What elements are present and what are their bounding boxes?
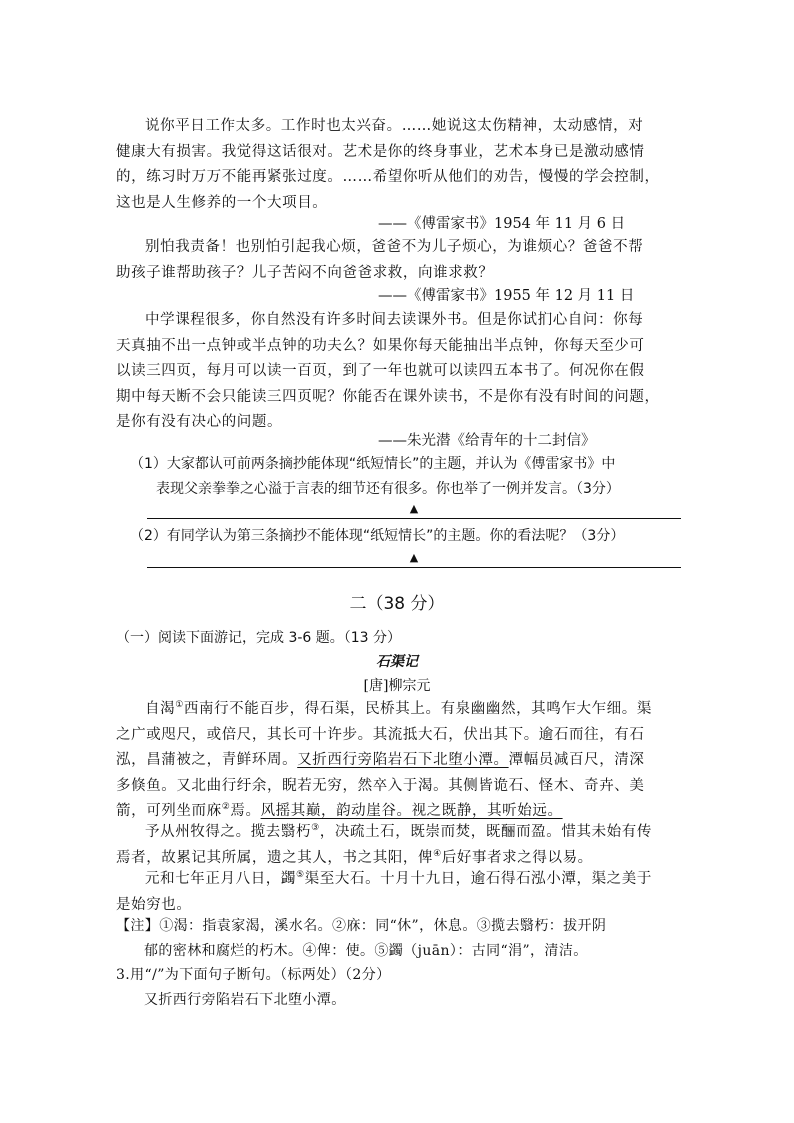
underlined-sentence: 风摇其巅，韵动崖谷。视之既静，其听始远。 [260, 803, 563, 819]
quote-line: 中学课程很多，你自然没有许多时间去读课外书。但是你试扪心自问：你每 [145, 312, 644, 328]
quote-line: 说你平日工作太多。工作时也太兴奋。……她说这太伤精神，太动感情，对 [145, 118, 644, 134]
note-marker: ③ [311, 823, 320, 834]
quote-line: 助孩子谁帮助孩子？儿子苦闷不向爸爸求救，向谁求救？ [116, 264, 494, 281]
quote-fu-lei-1954 [116, 114, 682, 216]
essay-text: 是始穷也。 [116, 896, 192, 913]
question-3-prompt: 3.用“/”为下面句子断句。（标两处）（2分） [116, 967, 391, 983]
annotation-notes [116, 914, 686, 964]
question-2 [130, 524, 690, 549]
quote-line: 的，练习时万万不能再紧张过度。……希望你听从他们的劝告，慢慢的学会控制， [116, 169, 660, 185]
quote3-signature: ——朱光潜《给青年的十二封信》 [378, 433, 596, 449]
quote2-signature: ——《傅雷家书》1955 年 12 月 11 日 [378, 288, 635, 304]
question-3-sentence: 又折西行旁陷岩石下北堕小潭。 [144, 992, 346, 1008]
underlined-sentence: 又折西行旁陷岩石下北堕小潭。 [297, 752, 509, 768]
quote-zhu-guangqian [116, 308, 682, 436]
essay-text: 渠至大石。十月十九日，逾石得石泓小潭，渠之美于 [304, 871, 652, 887]
essay-paragraph-3 [116, 867, 682, 918]
essay-line [116, 748, 682, 774]
quote-fu-lei-1955 [116, 235, 682, 286]
section-subtitle: （一）阅读下面游记，完成 3-6 题。（13 分） [116, 630, 402, 646]
section-title: 二（38 分） [349, 594, 445, 614]
essay-text: 潭幅员减百尺，清深 [508, 752, 645, 768]
note-marker: ⑤ [296, 870, 305, 881]
note-marker: ④ [433, 848, 442, 859]
notes-line2: 郁的密林和腐烂的朽木。④俾：使。⑤蠲（juān）：古同“涓”，清洁。 [144, 943, 588, 959]
quote-line: 以读三四页，每月可以读一百页，到了一年也就可以读四五本书了。何况你在假 [116, 363, 645, 379]
essay-text: ，决疏土石，既崇而焚，既酾而盈。惜其未始有传 [319, 824, 652, 840]
essay-text: 后好事者求之得以易。 [441, 849, 593, 866]
essay-text: 西南行不能百步，得石渠，民桥其上。有泉幽幽然，其鸣乍大乍细。渠 [183, 701, 652, 717]
answer-line-2[interactable] [147, 551, 681, 568]
question-2-line1: （2）有同学认为第三条摘抄不能体现“纸短情长”的主题。你的看法呢？（3分） [130, 528, 625, 544]
essay-text: 泓，昌蒲被之，青鲜环周。 [116, 752, 298, 768]
question-1-line2: 表现父亲拳拳之心溢于言表的细节还有很多。你也举了一例并发言。（3分） [156, 481, 620, 497]
answer-line-1[interactable] [147, 502, 681, 519]
quote1-signature: ——《傅雷家书》1954 年 11 月 6 日 [378, 216, 626, 232]
essay-text: 予从州牧得之。揽去翳朽 [145, 824, 312, 840]
note-marker: ② [221, 802, 231, 813]
essay-text: 元和七年正月八日，蠲 [145, 871, 296, 887]
quote-line: 天真抽不出一点钟或半点钟的功夫么？如果你每天能抽出半点钟，你每天至少可 [116, 337, 645, 354]
essay-paragraph-1 [116, 697, 682, 825]
essay-text: 焉。 [230, 803, 261, 819]
question-3 [116, 963, 686, 1013]
quote-line: 健康大有损害。我觉得这话很对。艺术是你的终身事业，艺术本身已是激动感情 [116, 143, 645, 160]
essay-paragraph-2 [116, 820, 682, 871]
essay-title: 石渠记 [376, 654, 418, 670]
quote-line: 期中每天断不会只能读三四页呢？你能否在课外读书，不是你有没有时间的问题， [116, 388, 660, 405]
essay-text: 多倏鱼。又北曲行纡余，睨若无穷，然卒入于渴。其侧皆诡石、怪木、奇卉、美 [116, 777, 645, 794]
essay-text: 自渴 [145, 701, 176, 717]
question-1-line1: （1）大家都认可前两条摘抄能体现“纸短情长”的主题，并认为《傅雷家书》中 [130, 456, 616, 472]
essay-author: [唐]柳宗元 [363, 678, 431, 694]
essay-text: 箭，可列坐而庥 [116, 803, 222, 819]
quote-line: 是你有没有决心的问题。 [116, 414, 283, 430]
quote-line: 别怕我责备！也别怕引起我心烦，爸爸不为儿子烦心，为谁烦心？爸爸不帮 [145, 239, 644, 255]
answer-marker-icon: ▲ [409, 502, 419, 515]
notes-line1: 【注】①渴：指袁家渴，溪水名。②庥：同“休”，休息。③揽去翳朽：拔开阴 [116, 918, 607, 934]
essay-text: 焉者，故累记其所属，遗之其人，书之其阳，俾 [116, 849, 434, 866]
answer-marker-icon: ▲ [409, 551, 419, 564]
note-marker: ① [175, 700, 184, 711]
essay-text: 之广或咫尺，或倍尺，其长可十许步。其流抵大石，伏出其下。逾石而往，有石 [116, 726, 645, 743]
question-1 [130, 452, 690, 502]
quote-line: 这也是人生修养的一个大项目。 [116, 194, 328, 211]
